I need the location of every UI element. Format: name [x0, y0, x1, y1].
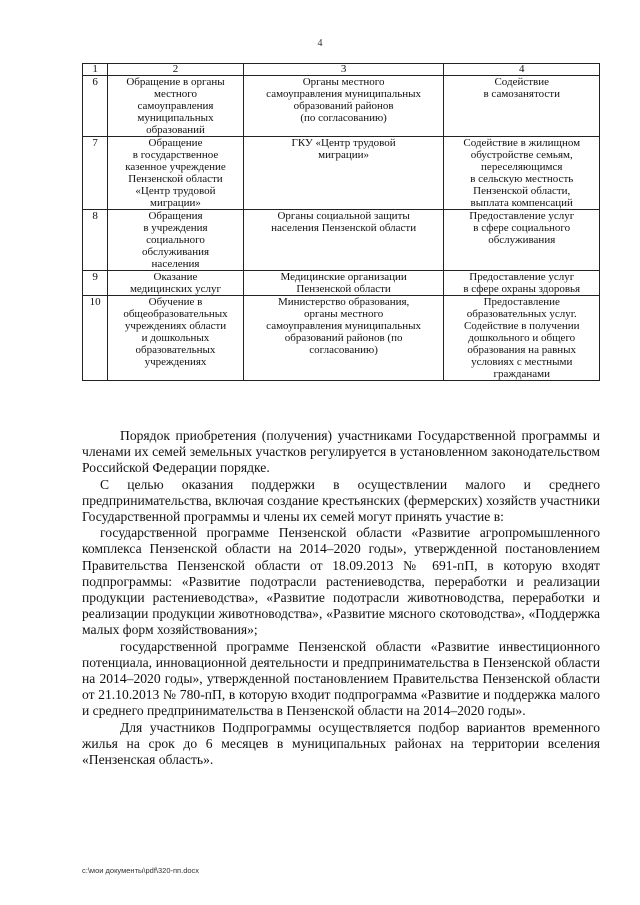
table-header-row — [83, 64, 600, 76]
row-number: 10 — [83, 296, 108, 381]
body-text — [82, 428, 600, 768]
measure-cell: Обучение в общеобразовательных учреждениях области и дошкольных образовательных учреждениях — [108, 296, 244, 381]
row-number: 9 — [83, 271, 108, 296]
organization-cell: Органы социальной защиты населения Пензенской области — [243, 210, 444, 271]
paragraph: С целью оказания поддержки в осуществлении малого и среднего предпринимательства, включая создание крестьянских (фермерских) хозяйств участники Государственной программы и члены их семей могут принять участие в: — [82, 476, 600, 525]
organization-cell: ГКУ «Центр трудовой миграции» — [243, 137, 444, 210]
footer-file-path: c:\мои документы\pdf\320-пп.docx — [82, 866, 200, 875]
measures-table — [82, 63, 600, 381]
measure-cell: Обращение в государственное казенное учреждение Пензенской области «Центр трудовой миграции» — [108, 137, 244, 210]
paragraph: Порядок приобретения (получения) участниками Государственной программы и членами их семей земельных участков регулируется в установленном законодательством Российской Федерации порядке. — [82, 428, 600, 476]
table-row — [83, 210, 600, 271]
header-cell: 3 — [243, 64, 444, 76]
row-number: 7 — [83, 137, 108, 210]
row-number: 6 — [83, 76, 108, 137]
table-row — [83, 271, 600, 296]
table-row — [83, 137, 600, 210]
header-cell: 1 — [83, 64, 108, 76]
measure-cell: Оказание медицинских услуг — [108, 271, 244, 296]
measure-cell: Обращения в учреждения социального обслуживания населения — [108, 210, 244, 271]
result-cell: Содействие в жилищном обустройстве семьям, переселяющимся в сельскую местность Пензенской области, выплата компенсаций — [444, 137, 600, 210]
paragraph: Для участников Подпрограммы осуществляется подбор вариантов временного жилья на срок до 6 месяцев в муниципальных районах на территории вселения «Пензенская область». — [82, 719, 600, 768]
paragraph: государственной программе Пензенской области «Развитие инвестиционного потенциала, инновационной деятельности и предпринимательства в Пензенской области на 2014–2020 годы», утвержденной постановлением Правительства Пензенской области от 21.10.2013 № 780-пП, в которую входит подпрограмма «Развитие и поддержка малого и среднего предпринимательства в Пензенской области на 2014–2020 годы». — [82, 638, 600, 719]
paragraph: государственной программе Пензенской области «Развитие агропромышленного комплекса Пензенской области на 2014–2020 годы», утвержденной постановлением Правительства Пензенской области от 18.09.2013 № 691-пП, в которую входят подпрограммы: «Развитие подотрасли растениеводства, переработки и реализации продукции растениеводства», «Развитие подотрасли животноводства, переработки и реализации продукции животноводства», «Развитие мясного скотоводства», «Поддержка малых форм хозяйствования»; — [82, 525, 600, 638]
header-cell: 4 — [444, 64, 600, 76]
table-row — [83, 76, 600, 137]
measure-cell: Обращение в органы местного самоуправления муниципальных образований — [108, 76, 244, 137]
page-number: 4 — [317, 38, 323, 49]
organization-cell: Органы местного самоуправления муниципальных образований районов (по согласованию) — [243, 76, 444, 137]
header-cell: 2 — [108, 64, 244, 76]
result-cell: Предоставление услуг в сфере социального обслуживания — [444, 210, 600, 271]
result-cell: Содействие в самозанятости — [444, 76, 600, 137]
organization-cell: Медицинские организации Пензенской области — [243, 271, 444, 296]
result-cell: Предоставление услуг в сфере охраны здоровья — [444, 271, 600, 296]
row-number: 8 — [83, 210, 108, 271]
table-row — [83, 296, 600, 381]
result-cell: Предоставление образовательных услуг. Содействие в получении дошкольного и общего образования на равных условиях с местными гражданами — [444, 296, 600, 381]
organization-cell: Министерство образования, органы местного самоуправления муниципальных образований районов (по согласованию) — [243, 296, 444, 381]
